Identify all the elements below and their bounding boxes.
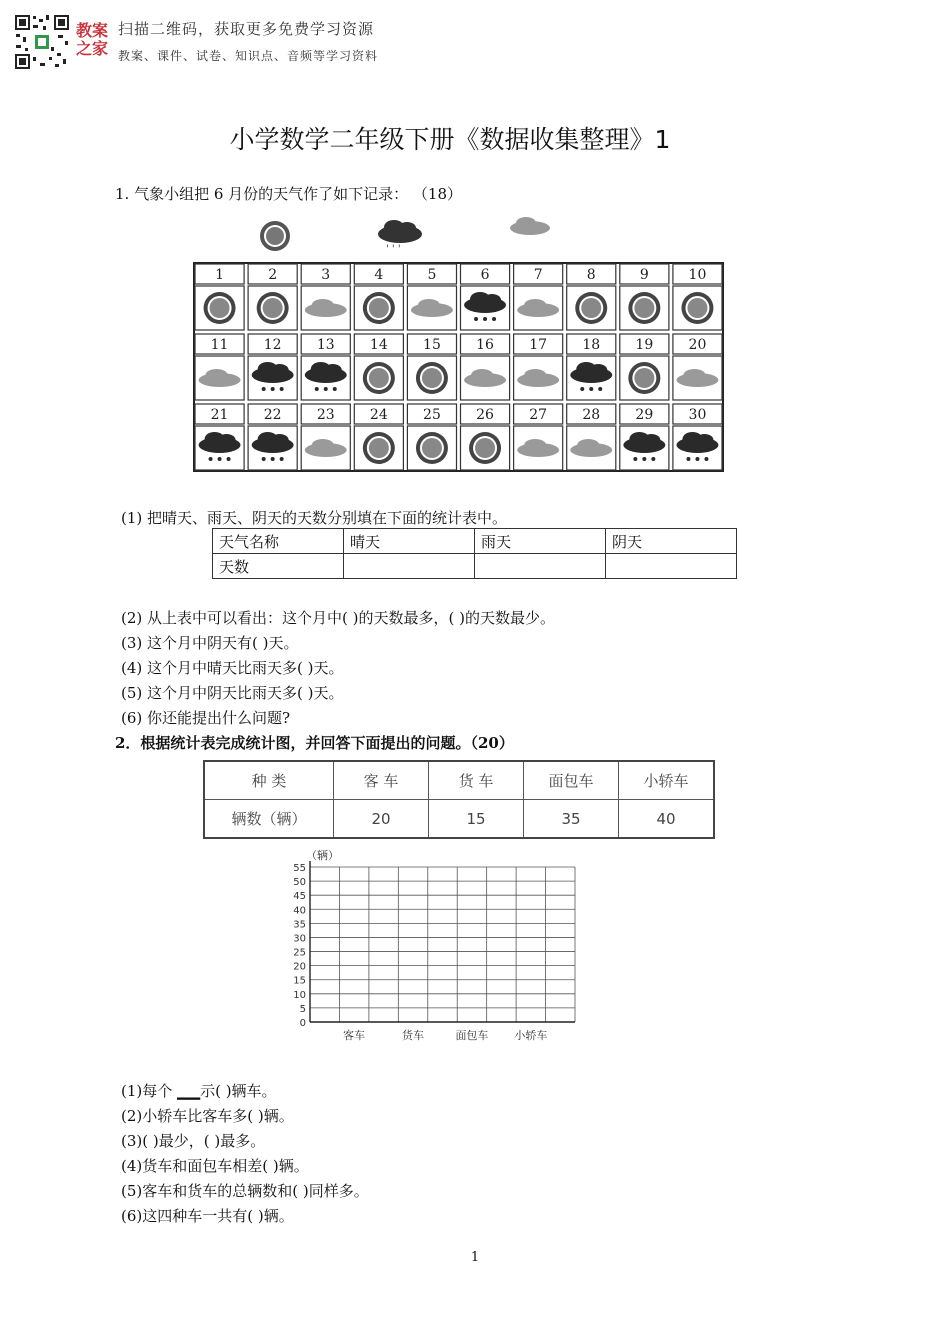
brand-logo: 教案 之家 bbox=[76, 21, 109, 58]
cloud-icon bbox=[517, 369, 559, 387]
blank-rainy-days[interactable] bbox=[475, 554, 606, 579]
q2-heading: 2．根据统计表完成统计图，并回答下面提出的问题。（20） bbox=[115, 734, 514, 752]
calendar-day-number: 5 bbox=[427, 267, 437, 283]
calendar-day-number: 17 bbox=[529, 337, 548, 353]
cloud-icon bbox=[305, 439, 347, 457]
calendar-day-number: 15 bbox=[423, 337, 441, 353]
blank-cloudy-days[interactable] bbox=[606, 554, 737, 579]
cloud-icon bbox=[517, 439, 559, 457]
calendar-day-cell bbox=[673, 334, 722, 400]
calendar-day-number: 28 bbox=[582, 407, 601, 423]
cloud-icon bbox=[411, 299, 453, 317]
sun-icon bbox=[681, 292, 713, 324]
sun-icon bbox=[363, 432, 395, 464]
weather-calendar bbox=[193, 262, 724, 472]
q2-sub4: (4)货车和面包车相差( )辆。 bbox=[121, 1157, 309, 1175]
calendar-day-cell bbox=[301, 334, 350, 400]
y-axis-label: （辆） bbox=[306, 849, 339, 862]
rain-icon bbox=[252, 432, 294, 461]
calendar-day-cell bbox=[407, 334, 456, 400]
calendar-day-number: 25 bbox=[423, 407, 441, 423]
rain-icon bbox=[305, 362, 347, 391]
y-tick-label: 10 bbox=[293, 989, 306, 1001]
q2-sub2: (2)小轿车比客车多( )辆。 bbox=[121, 1107, 294, 1125]
calendar-day-number: 6 bbox=[480, 267, 490, 283]
calendar-day-cell bbox=[620, 404, 669, 470]
calendar-day-cell bbox=[354, 264, 403, 330]
y-tick-label: 15 bbox=[293, 975, 306, 987]
cell-rainy: 雨天 bbox=[475, 529, 606, 554]
q2-sub3: (3)( )最少，( )最多。 bbox=[121, 1132, 266, 1150]
calendar-day-number: 18 bbox=[582, 337, 601, 353]
vt-header-van: 面包车 bbox=[524, 761, 619, 800]
vt-count-bus: 20 bbox=[334, 800, 429, 839]
vt-count-truck: 15 bbox=[429, 800, 524, 839]
calendar-day-number: 14 bbox=[369, 337, 388, 353]
weather-stat-table bbox=[212, 528, 737, 579]
calendar-day-cell bbox=[567, 264, 616, 330]
vt-header-car: 小轿车 bbox=[619, 761, 715, 800]
cloud-icon bbox=[305, 299, 347, 317]
sun-icon bbox=[204, 292, 236, 324]
q2-sub5: (5)客车和货车的总辆数和( )同样多。 bbox=[121, 1182, 369, 1200]
calendar-day-number: 13 bbox=[316, 337, 335, 353]
calendar-day-cell bbox=[514, 404, 563, 470]
sun-icon bbox=[363, 362, 395, 394]
calendar-day-cell bbox=[673, 264, 722, 330]
calendar-day-cell bbox=[620, 334, 669, 400]
calendar-day-cell bbox=[195, 264, 244, 330]
rain-icon bbox=[464, 292, 506, 321]
calendar-day-number: 29 bbox=[635, 407, 654, 423]
y-tick-label: 5 bbox=[299, 1003, 306, 1015]
page-number: 1 bbox=[470, 1250, 480, 1265]
calendar-day-number: 24 bbox=[369, 407, 388, 423]
calendar-day-cell bbox=[461, 334, 510, 400]
cloud-icon bbox=[510, 217, 550, 235]
sun-icon bbox=[257, 292, 289, 324]
y-tick-label: 0 bbox=[299, 1018, 306, 1029]
calendar-day-number: 1 bbox=[215, 267, 225, 283]
y-tick-label: 55 bbox=[293, 863, 306, 874]
header-line-1: 扫描二维码，获取更多免费学习资源 bbox=[118, 20, 375, 38]
calendar-day-cell bbox=[514, 334, 563, 400]
y-tick-label: 35 bbox=[293, 919, 306, 931]
sun-icon bbox=[575, 292, 607, 324]
calendar-day-cell bbox=[407, 264, 456, 330]
q2-sub1: (1)每个 ▁▁示( )辆车。 bbox=[121, 1082, 277, 1100]
page-title: 小学数学二年级下册《数据收集整理》1 bbox=[229, 125, 671, 154]
cloud-icon bbox=[570, 439, 612, 457]
calendar-day-cell bbox=[354, 334, 403, 400]
calendar-day-cell bbox=[673, 404, 722, 470]
calendar-day-cell bbox=[567, 334, 616, 400]
rain-icon bbox=[378, 220, 422, 255]
rain-icon bbox=[570, 362, 612, 391]
calendar-day-cell bbox=[248, 334, 297, 400]
sun-icon bbox=[628, 362, 660, 394]
calendar-day-number: 10 bbox=[688, 267, 707, 283]
calendar-day-number: 4 bbox=[374, 267, 384, 283]
cloud-icon bbox=[517, 299, 559, 317]
q1-sub3: (3) 这个月中阴天有( )天。 bbox=[121, 634, 299, 652]
calendar-day-cell bbox=[620, 264, 669, 330]
calendar-day-cell bbox=[195, 334, 244, 400]
sun-icon bbox=[363, 292, 395, 324]
sun-icon bbox=[416, 432, 448, 464]
calendar-day-number: 23 bbox=[316, 407, 335, 423]
header-line-2: 教案、课件、试卷、知识点、音频等学习资料 bbox=[118, 49, 379, 63]
calendar-day-cell bbox=[514, 264, 563, 330]
calendar-day-number: 21 bbox=[210, 407, 229, 423]
cloud-icon bbox=[464, 369, 506, 387]
sun-icon bbox=[260, 221, 290, 251]
q1-sub4: (4) 这个月中晴天比雨天多( )天。 bbox=[121, 659, 344, 677]
calendar-day-cell bbox=[195, 404, 244, 470]
q1-sub2: (2) 从上表中可以看出：这个月中( )的天数最多，( )的天数最少。 bbox=[121, 609, 555, 627]
vt-header-truck: 货 车 bbox=[429, 761, 524, 800]
calendar-day-number: 27 bbox=[529, 407, 548, 423]
svg-text:' ' ': ' ' ' bbox=[386, 244, 401, 255]
calendar-day-number: 12 bbox=[263, 337, 282, 353]
calendar-day-number: 9 bbox=[639, 267, 649, 283]
calendar-day-number: 8 bbox=[586, 267, 596, 283]
cell-weather-name: 天气名称 bbox=[213, 529, 344, 554]
y-tick-label: 30 bbox=[293, 933, 306, 945]
calendar-day-number: 30 bbox=[688, 407, 707, 423]
sun-icon bbox=[416, 362, 448, 394]
vt-header-bus: 客 车 bbox=[334, 761, 429, 800]
cell-days: 天数 bbox=[213, 554, 344, 579]
vehicle-table bbox=[203, 760, 715, 839]
calendar-day-number: 19 bbox=[635, 337, 654, 353]
weather-legend bbox=[250, 212, 570, 257]
q1-sub1: (1) 把晴天、雨天、阴天的天数分别填在下面的统计表中。 bbox=[121, 509, 508, 527]
q1-heading: 1. 气象小组把 6 月份的天气作了如下记录： （18） bbox=[115, 185, 463, 203]
calendar-day-cell bbox=[567, 404, 616, 470]
q2-sub6: (6)这四种车一共有( )辆。 bbox=[121, 1207, 294, 1225]
y-tick-label: 40 bbox=[293, 905, 306, 917]
x-tick-label: 面包车 bbox=[455, 1029, 489, 1042]
calendar-day-cell bbox=[248, 264, 297, 330]
rain-icon bbox=[676, 432, 718, 461]
blank-sunny-days[interactable] bbox=[344, 554, 475, 579]
calendar-day-number: 11 bbox=[210, 337, 229, 353]
calendar-day-number: 26 bbox=[476, 407, 494, 423]
y-tick-label: 50 bbox=[293, 877, 306, 889]
y-tick-label: 25 bbox=[293, 947, 306, 959]
y-tick-label: 45 bbox=[293, 891, 306, 903]
x-tick-label: 货车 bbox=[402, 1029, 425, 1042]
calendar-day-cell bbox=[461, 264, 510, 330]
calendar-day-cell bbox=[301, 264, 350, 330]
cell-sunny: 晴天 bbox=[344, 529, 475, 554]
cloud-icon bbox=[199, 369, 241, 387]
calendar-day-cell bbox=[461, 404, 510, 470]
calendar-day-number: 22 bbox=[263, 407, 282, 423]
q1-sub6: (6) 你还能提出什么问题? bbox=[121, 709, 291, 727]
rain-icon bbox=[252, 362, 294, 391]
y-tick-label: 20 bbox=[293, 961, 306, 973]
rain-icon bbox=[199, 432, 241, 461]
vt-header-type: 种 类 bbox=[204, 761, 334, 800]
sun-icon bbox=[469, 432, 501, 464]
q1-sub5: (5) 这个月中阴天比雨天多( )天。 bbox=[121, 684, 344, 702]
calendar-day-cell bbox=[301, 404, 350, 470]
vehicle-bar-chart-grid bbox=[280, 845, 590, 1045]
qr-code-image bbox=[13, 13, 71, 71]
cloud-icon bbox=[676, 369, 718, 387]
vt-count-car: 40 bbox=[619, 800, 715, 839]
x-tick-label: 客车 bbox=[343, 1029, 366, 1042]
calendar-day-number: 20 bbox=[688, 337, 707, 353]
calendar-day-cell bbox=[354, 404, 403, 470]
calendar-day-cell bbox=[407, 404, 456, 470]
calendar-day-number: 7 bbox=[533, 267, 543, 283]
sun-icon bbox=[628, 292, 660, 324]
vt-count-label: 辆数（辆） bbox=[204, 800, 334, 839]
cell-cloudy: 阴天 bbox=[606, 529, 737, 554]
calendar-day-number: 16 bbox=[476, 337, 494, 353]
vt-count-van: 35 bbox=[524, 800, 619, 839]
calendar-day-number: 2 bbox=[268, 267, 278, 283]
calendar-day-number: 3 bbox=[321, 267, 331, 283]
x-tick-label: 小轿车 bbox=[514, 1029, 548, 1042]
rain-icon bbox=[623, 432, 665, 461]
calendar-day-cell bbox=[248, 404, 297, 470]
